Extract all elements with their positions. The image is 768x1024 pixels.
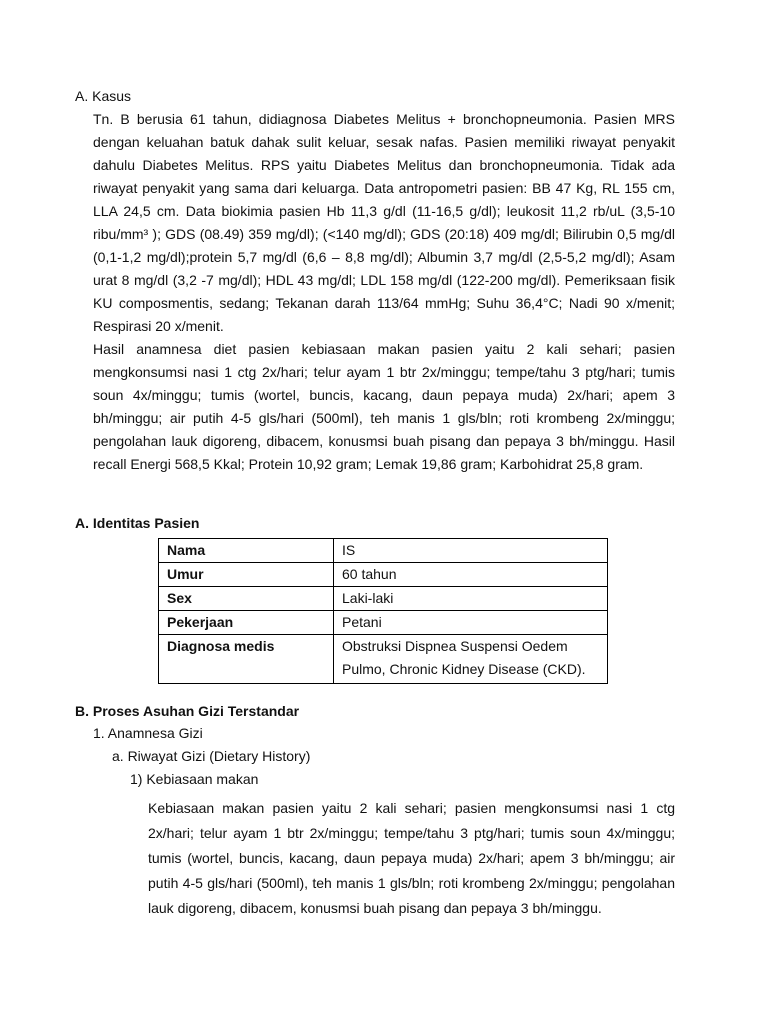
table-row <box>159 587 608 611</box>
row-value-umur: 60 tahun <box>334 563 608 587</box>
list-item-riwayat-gizi: a. Riwayat Gizi (Dietary History) <box>112 748 311 764</box>
table-row <box>159 539 608 563</box>
kebiasaan-paragraph: Kebiasaan makan pasien yaitu 2 kali sehari; pasien mengkonsumsi nasi 1 ctg 2x/hari; telur ayam 1 btr 2x/minggu; tempe/tahu 3 ptg/hari; tumis soun 4x/minggu; tumis (wortel, buncis, kacang, daun pepaya muda) 2x/hari; apem 3 bh/minggu; air putih 4-5 gls/hari (500ml), teh manis 1 gls/bln; roti krombeng 2x/minggu; pengolahan lauk digoreng, dibacem, konusmsi buah pisang dan pepaya 3 bh/minggu. <box>148 800 675 916</box>
row-label-nama: Nama <box>159 539 334 563</box>
row-label-pekerjaan: Pekerjaan <box>159 611 334 635</box>
row-value-diagnosa: Obstruksi Dispnea Suspensi Oedem Pulmo, Chronic Kidney Disease (CKD). <box>334 635 608 684</box>
row-label-sex: Sex <box>159 587 334 611</box>
table-row <box>159 611 608 635</box>
kasus-paragraph-1: Tn. B berusia 61 tahun, didiagnosa Diabetes Melitus + bronchopneumonia. Pasien MRS dengan keluahan batuk dahak sulit keluar, sesak nafas. Pasien memiliki riwayat penyakit dahulu Diabetes Melitus. RPS yaitu Diabetes Melitus dan bronchopneumonia. Tidak ada riwayat penyakit yang sama dari keluarga. Data antropometri pasien: BB 47 Kg, RL 155 cm, LLA 24,5 cm. Data biokimia pasien Hb 11,3 g/dl (11-16,5 g/dl); leukosit 11,2 rb/uL (3,5-10 ribu/mm³ ); GDS (08.49) 359 mg/dl); (<140 mg/dl); GDS (20:18) 409 mg/dl; Bilirubin 0,5 mg/dl (0,1-1,2 mg/dl);protein 5,7 mg/dl (6,6 – 8,8 mg/dl); Albumin 3,7 mg/dl (2,5-5,2 mg/dl); Asam urat 8 mg/dl (3,2 -7 mg/dl); HDL 43 mg/dl; LDL 158 mg/dl (122-200 mg/dl). Pemeriksaan fisik KU composmentis, sedang; Tekanan darah 113/64 mmHg; Suhu 36,4°C; Nadi 90 x/menit; Respirasi 20 x/menit. <box>93 111 675 334</box>
list-item-anamnesa: 1. Anamnesa Gizi <box>93 725 203 741</box>
identitas-heading: A. Identitas Pasien <box>75 515 200 531</box>
kasus-heading: A. Kasus <box>75 88 132 104</box>
identitas-table <box>158 538 608 684</box>
row-label-diagnosa: Diagnosa medis <box>159 635 334 684</box>
row-value-pekerjaan: Petani <box>334 611 608 635</box>
table-row <box>159 563 608 587</box>
list-item-kebiasaan-makan: 1) Kebiasaan makan <box>130 771 259 787</box>
table-row <box>159 635 608 684</box>
row-value-sex: Laki-laki <box>334 587 608 611</box>
kasus-paragraph-2: Hasil anamnesa diet pasien kebiasaan makan pasien yaitu 2 kali sehari; pasien mengkonsumsi nasi 1 ctg 2x/hari; telur ayam 1 btr 2x/minggu; tempe/tahu 3 ptg/hari; tumis soun 4x/minggu; tumis (wortel, buncis, kacang, daun pepaya muda) 2x/hari; apem 3 bh/minggu; air putih 4-5 gls/hari (500ml), teh manis 1 gls/bln; roti krombeng 2x/minggu; pengolahan lauk digoreng, dibacem, konusmsi buah pisang dan pepaya 3 bh/minggu. Hasil recall Energi 568,5 Kkal; Protein 10,92 gram; Lemak 19,86 gram; Karbohidrat 25,8 gram. <box>93 341 675 472</box>
row-value-nama: IS <box>334 539 608 563</box>
proses-heading: B. Proses Asuhan Gizi Terstandar <box>75 703 300 719</box>
row-label-umur: Umur <box>159 563 334 587</box>
